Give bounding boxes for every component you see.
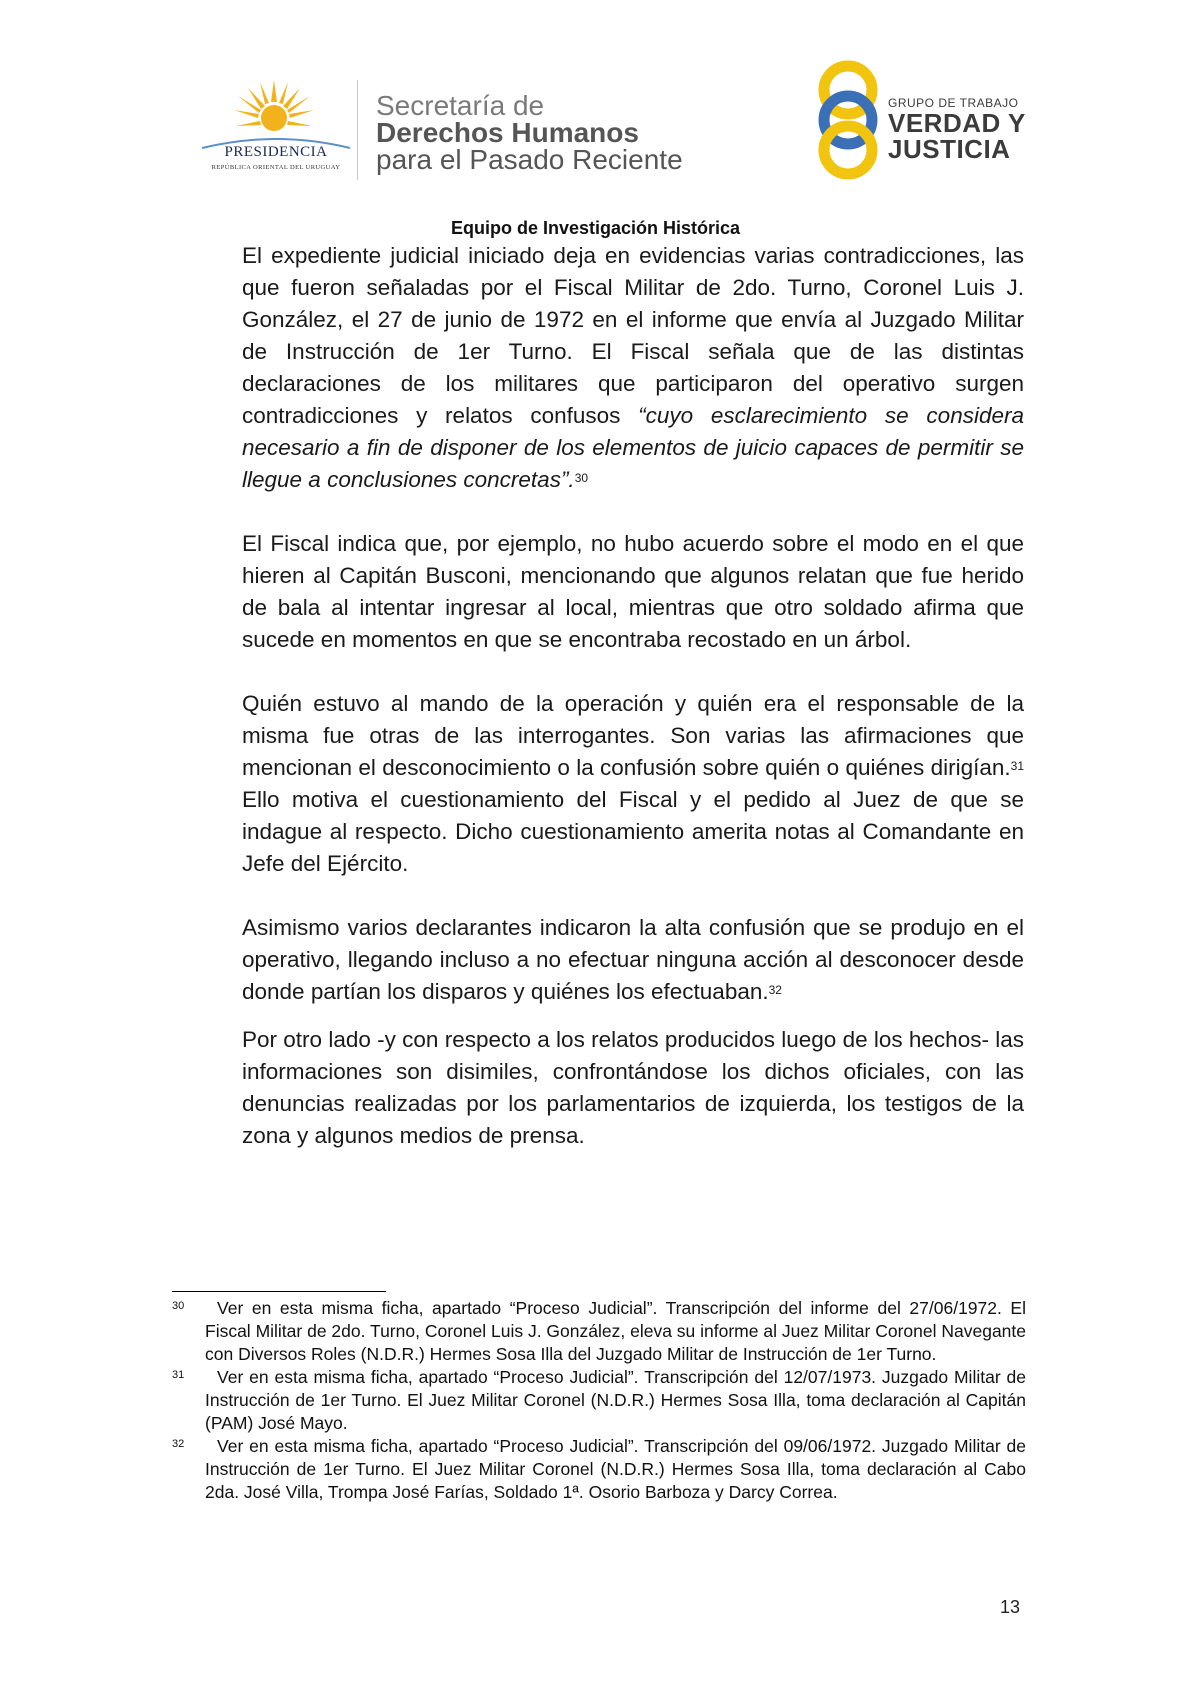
paragraph-1-text: El expediente judicial iniciado deja en evidencias varias contradicciones, las que fueron señaladas por el Fiscal Militar de 2do. Turno, Coronel Luis J. González, el 27 de junio de 1972 en el informe que envía al Juzgado Militar de Instrucción de 1er Turno. El Fiscal señala que de las distintas declaraciones de los militares que participaron del operativo surgen contradicciones y relatos confusos — [242, 243, 1024, 428]
footnote-text: Ver en esta misma ficha, apartado “Proceso Judicial”. Transcripción del 09/06/1972. Juzgado Militar de Instrucción de 1er Turno. El Juez Militar Coronel (N.D.R.) Hermes Sosa Illa, toma declaración al Cabo 2da. José Villa, Trompa José Farías, Soldado 1ª. Osorio Barboza y Darcy Correa. — [205, 1436, 1026, 1502]
paragraph-5: Por otro lado -y con respecto a los relatos producidos luego de los hechos- las informaciones son disimiles, confrontándose los dichos oficiales, con las denuncias realizadas por los parlamentarios de izquierda, los testigos de la zona y algunos medios de prensa. — [242, 1027, 1024, 1148]
secretaria-line-3: para el Pasado Reciente — [376, 144, 683, 175]
footnote-separator — [172, 1291, 386, 1292]
paragraph-3-text-a: Quién estuvo al mando de la operación y quién era el responsable de la misma fue otras de las interrogantes. Son varias las afirmaciones que mencionan el desconocimiento o la confusión sobre quién o quiénes dirigían. — [242, 691, 1024, 780]
paragraph-1-quote: “cuyo esclarecimiento se considera necesario a fin de disponer de los elementos de juicio capaces de permitir se llegue a conclusiones concretas”. — [242, 403, 1024, 492]
footnote-30 — [172, 1297, 1026, 1366]
presidencia-logo — [196, 80, 356, 180]
footnote-number: 32 — [172, 1438, 185, 1450]
secretaria-line-2: Derechos Humanos — [376, 117, 639, 148]
presidencia-sun-icon — [234, 80, 314, 140]
page-header — [0, 0, 1191, 215]
verdad-justicia-rings-icon — [808, 60, 888, 180]
footnote-ref-31[interactable]: 31 — [1010, 759, 1024, 773]
secretaria-line-1: Secretaría de — [376, 90, 545, 121]
paragraph-3-text-b: Ello motiva el cuestionamiento del Fiscal y el pedido al Juez de que se indague al respecto. Dicho cuestionamiento amerita notas al Comandante en Jefe del Ejército. — [242, 787, 1024, 876]
grupo-trabajo-text — [888, 96, 1026, 162]
footnote-number: 30 — [172, 1300, 185, 1312]
footnotes — [172, 1297, 1026, 1504]
paragraph-4 — [242, 912, 1024, 1008]
paragraph-3 — [242, 688, 1024, 880]
header-divider — [357, 80, 358, 180]
presidencia-label: PRESIDENCIA — [224, 144, 328, 160]
footnote-number: 31 — [172, 1369, 185, 1381]
paragraph-1 — [242, 240, 1024, 496]
footnote-31 — [172, 1366, 1026, 1435]
presidencia-sublabel: REPÚBLICA ORIENTAL DEL URUGUAY — [211, 164, 341, 171]
paragraph-2: El Fiscal indica que, por ejemplo, no hubo acuerdo sobre el modo en el que hieren al Capitán Busconi, mencionando que algunos relatan que fue herido de bala al intentar ingresar al local, mientras que otro soldado afirma que sucede en momentos en que se encontraba recostado en un árbol. — [242, 531, 1024, 652]
document-body — [242, 240, 1024, 1152]
paragraph-4-text: Asimismo varios declarantes indicaron la alta confusión que se produjo en el operativo, llegando incluso a no efectuar ninguna acción al desconocer desde donde partían los disparos y quiénes los efectuaban. — [242, 915, 1024, 1004]
justicia-label: JUSTICIA — [888, 134, 1011, 164]
footnote-text: Ver en esta misma ficha, apartado “Proceso Judicial”. Transcripción del 12/07/1973. Juzgado Militar de Instrucción de 1er Turno. El Juez Militar Coronel (N.D.R.) Hermes Sosa Illa, toma declaración al Capitán (PAM) José Mayo. — [205, 1367, 1026, 1433]
page-number: 13 — [1000, 1597, 1021, 1617]
footnote-ref-30[interactable]: 30 — [574, 471, 589, 485]
verdad-label: VERDAD Y — [888, 108, 1026, 138]
secretaria-logo-text — [376, 92, 683, 173]
footnote-32 — [172, 1435, 1026, 1504]
footnote-text: Ver en esta misma ficha, apartado “Proceso Judicial”. Transcripción del informe del 27/06/1972. El Fiscal Militar de 2do. Turno, Coronel Luis J. González, eleva su informe al Juez Militar Coronel Navegante con Diversos Roles (N.D.R.) Hermes Sosa Illa del Juzgado Militar de Instrucción de 1er Turno. — [205, 1298, 1026, 1364]
footnote-ref-32[interactable]: 32 — [768, 983, 782, 997]
grupo-trabajo-label: GRUPO DE TRABAJO — [888, 96, 1019, 110]
team-title: Equipo de Investigación Histórica — [450, 218, 741, 238]
